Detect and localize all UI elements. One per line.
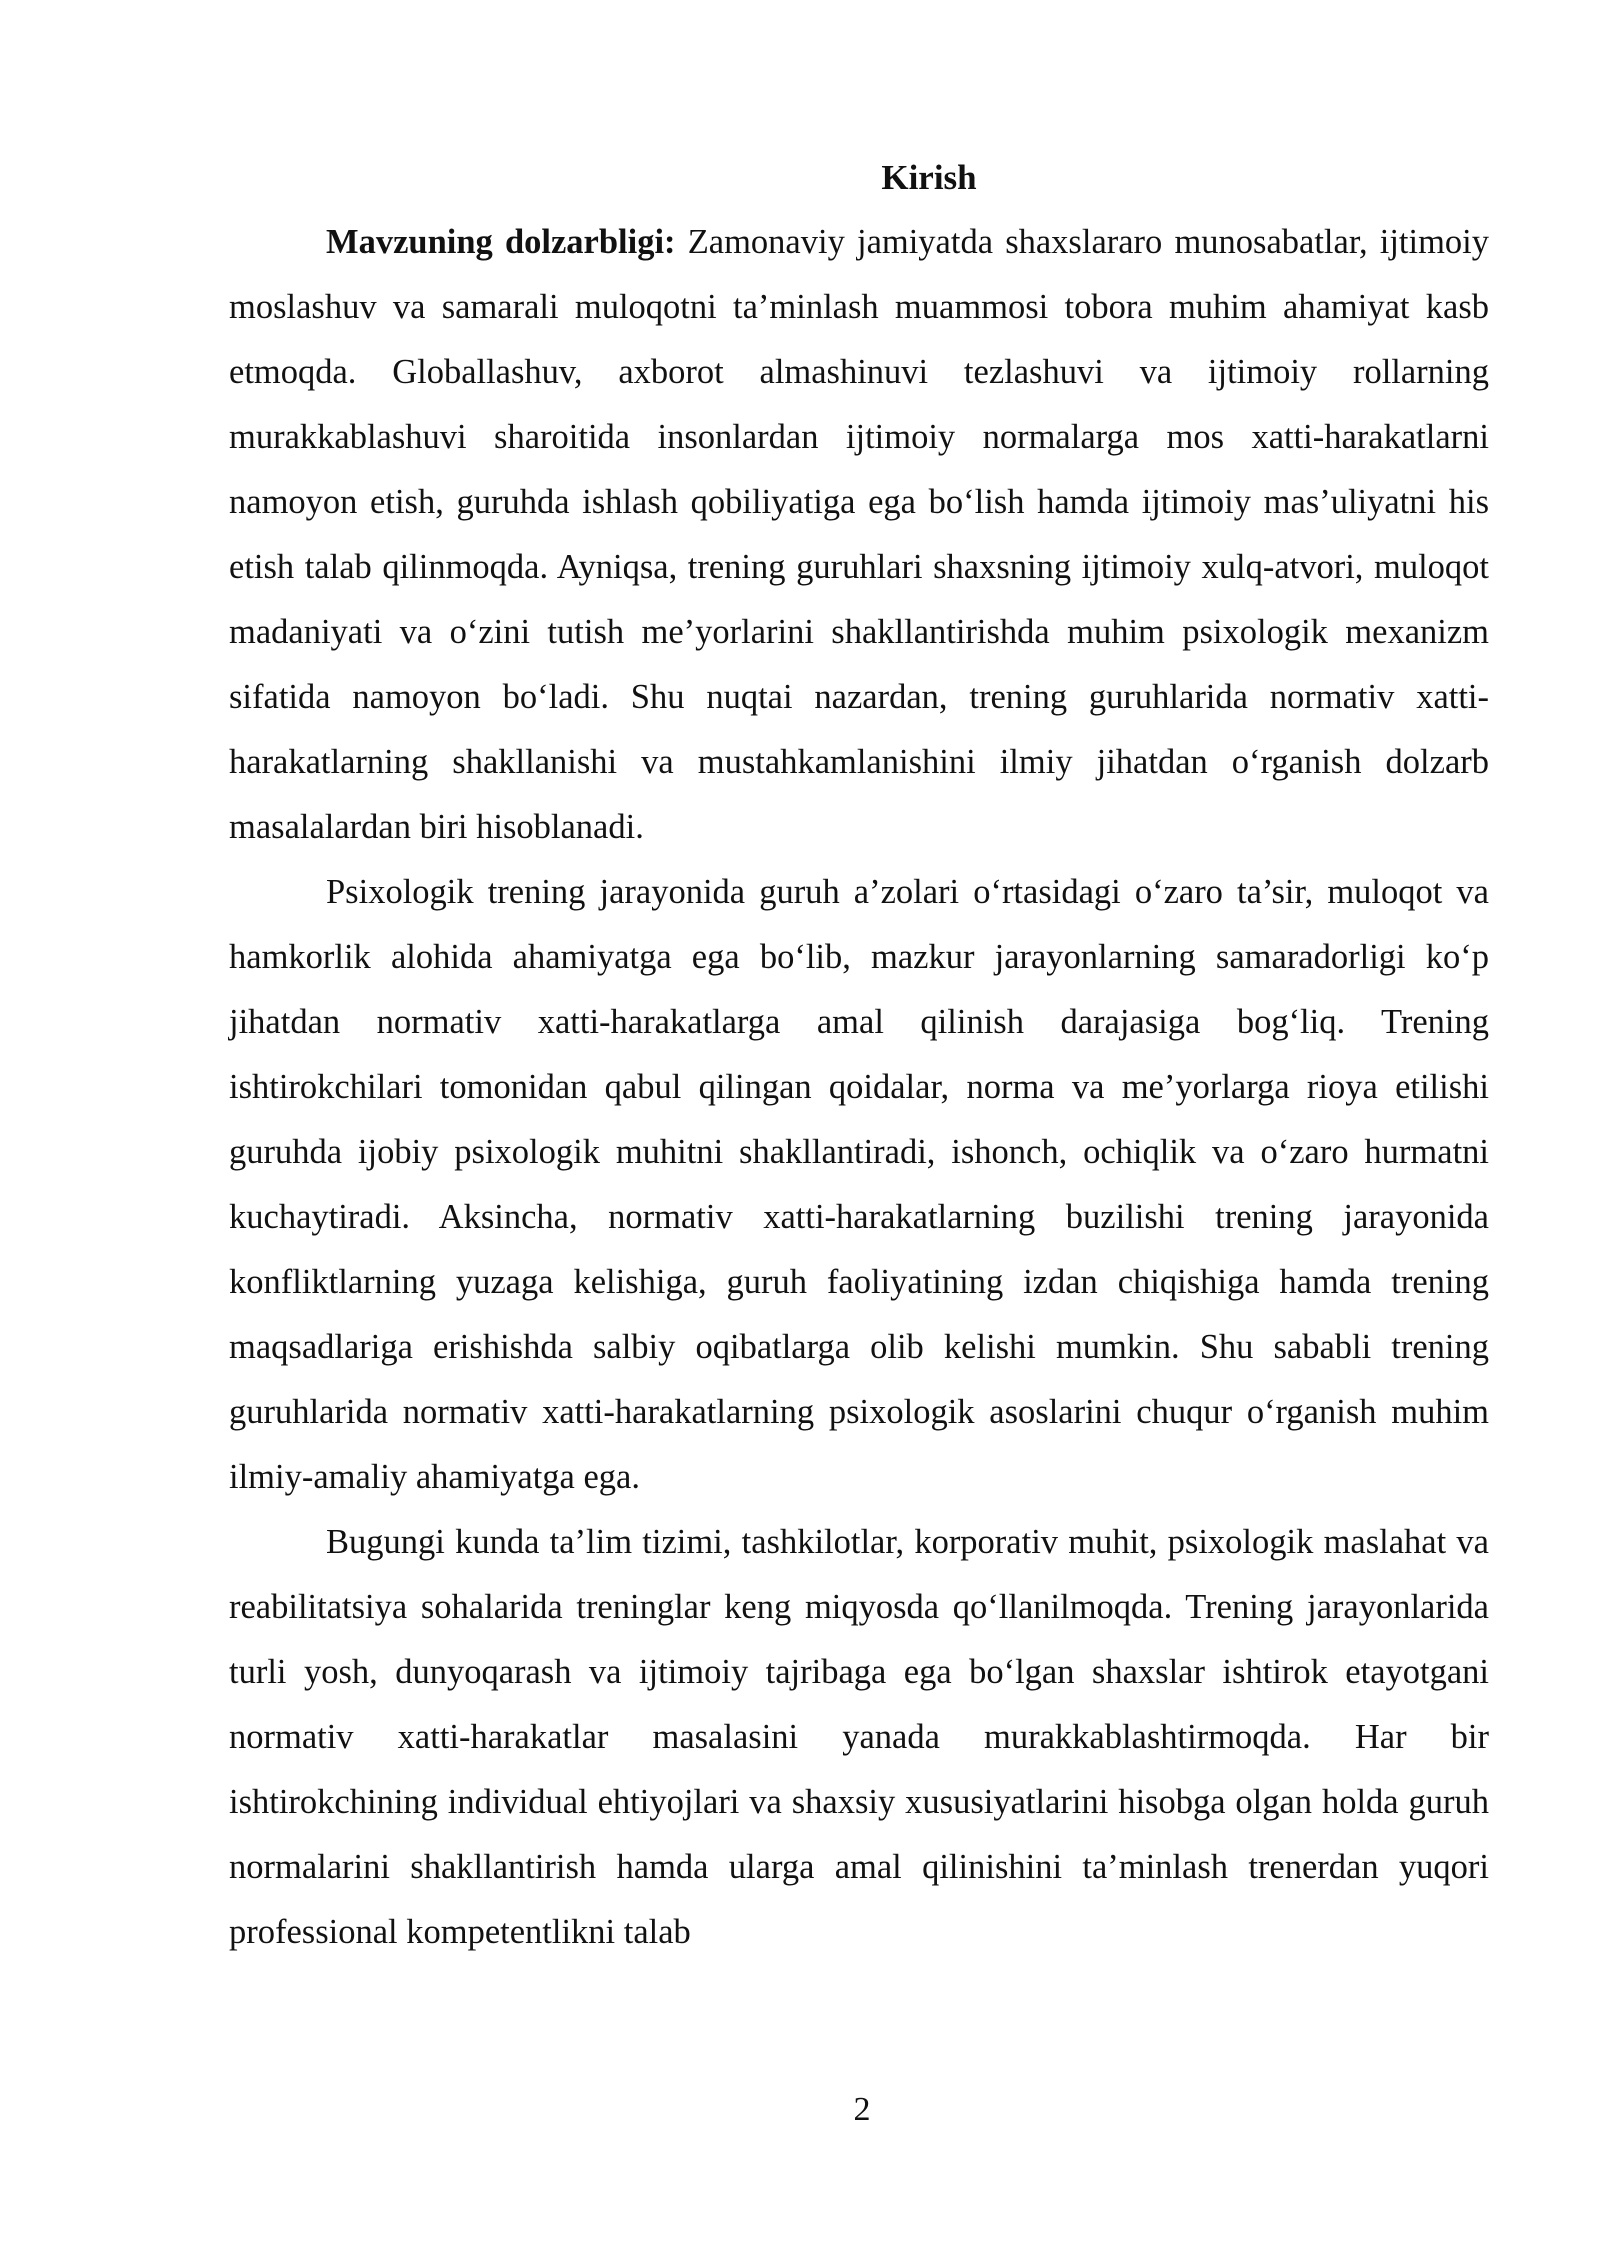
paragraph-lead: Mavzuning dolzarbligi: <box>326 223 676 261</box>
paragraph-text: Bugungi kunda ta’lim tizimi, tashkilotlar, korporativ muhit, psixologik maslahat va reabilitatsiya sohalarida treninglar keng miqyosda qo‘llanilmoqda. Trening jarayonlarida turli yosh, dunyoqarash va ijtimoiy tajribaga ega bo‘lgan shaxslar ishtirok etayotgani normativ xatti-harakatlar masalasini yanada murakkablashtirmoqda. Har bir ishtirokchining individual ehtiyojlari va shaxsiy xususiyatlarini hisobga olgan holda guruh normalarini shakllantirish hamda ularga amal qilinishini ta’minlash trenerdan yuqori professional kompetentlikni talab <box>229 1523 1489 1951</box>
paragraph-current-use <box>229 1510 1489 1965</box>
paragraph-relevance <box>229 210 1489 860</box>
page-title: Kirish <box>881 158 977 197</box>
document-body <box>229 145 1489 1965</box>
paragraph-text: Psixologik trening jarayonida guruh a’zolari o‘rtasidagi o‘zaro ta’sir, muloqot va hamkorlik alohida ahamiyatga ega bo‘lib, mazkur jarayonlarning samaradorligi ko‘p jihatdan normativ xatti-harakatlarga amal qilinish darajasiga bog‘liq. Trening ishtirokchilari tomonidan qabul qilingan qoidalar, norma va me’yorlarga rioya etilishi guruhda ijobiy psixologik muhitni shakllantiradi, ishonch, ochiqlik va o‘zaro hurmatni kuchaytiradi. Aksincha, normativ xatti-harakatlarning buzilishi trening jarayonida konfliktlarning yuzaga kelishiga, guruh faoliyatining izdan chiqishiga hamda trening maqsadlariga erishishda salbiy oqibatlarga olib kelishi mumkin. Shu sababli trening guruhlarida normativ xatti-harakatlarning psixologik asoslarini chuqur o‘rganish muhim ilmiy-amaliy ahamiyatga ega. <box>229 873 1489 1496</box>
paragraph-text: Zamonaviy jamiyatda shaxslararo munosabatlar, ijtimoiy moslashuv va samarali muloqotni ta’minlash muammosi tobora muhim ahamiyat kasb etmoqda. Globallashuv, axborot almashinuvi tezlashuvi va ijtimoiy rollarning murakkablashuvi sharoitida insonlardan ijtimoiy normalarga mos xatti-harakatlarni namoyon etish, guruhda ishlash qobiliyatiga ega bo‘lish hamda ijtimoiy mas’uliyatni his etish talab qilinmoqda. Ayniqsa, trening guruhlari shaxsning ijtimoiy xulq-atvori, muloqot madaniyati va o‘zini tutish me’yorlarini shakllantirishda muhim psixologik mexanizm sifatida namoyon bo‘ladi. Shu nuqtai nazardan, trening guruhlarida normativ xatti-harakatlarning shakllanishi va mustahkamlanishini ilmiy jihatdan o‘rganish dolzarb masalalardan biri hisoblanadi. <box>229 223 1489 846</box>
page-number: 2 <box>853 2091 871 2128</box>
paragraph-training-process <box>229 860 1489 1510</box>
